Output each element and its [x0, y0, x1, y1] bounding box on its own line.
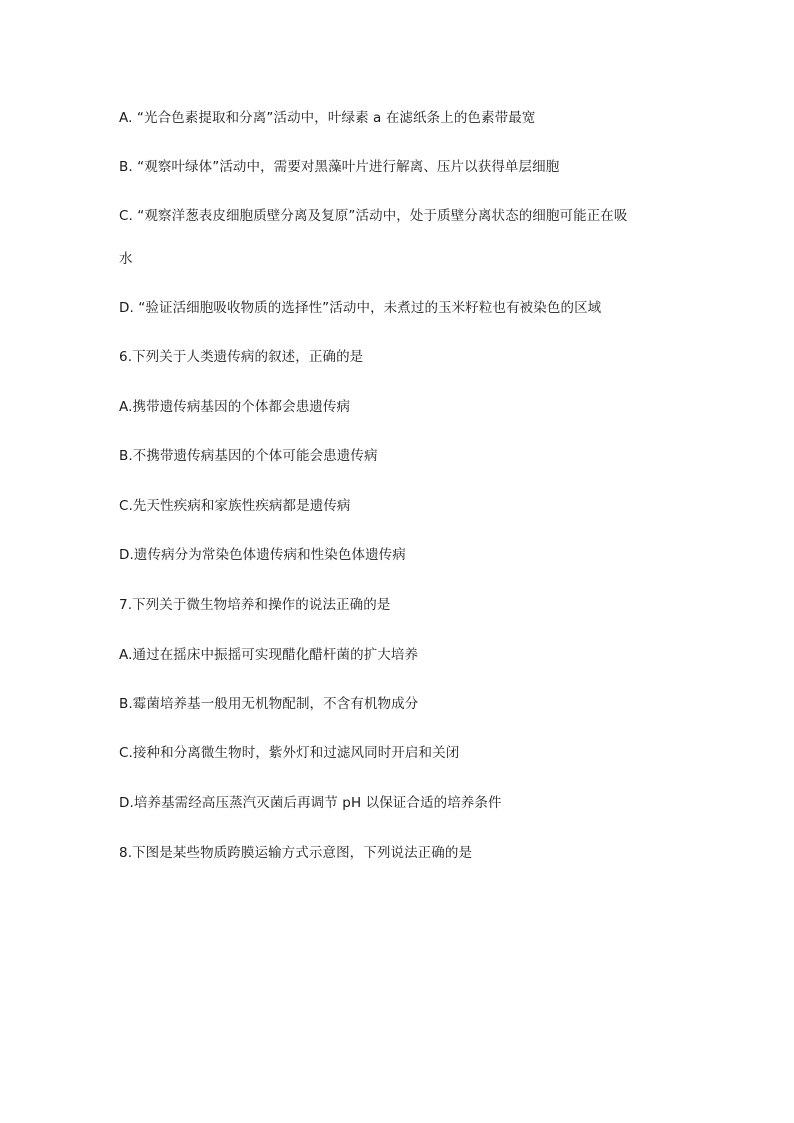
q6-question: 6.下列关于人类遗传病的叙述，正确的是 — [119, 349, 364, 365]
q5-option-d: D. “验证活细胞吸收物质的选择性”活动中，未煮过的玉米籽粒也有被染色的区域 — [119, 300, 602, 316]
q6-option-d: D.遗传病分为常染色体遗传病和性染色体遗传病 — [119, 547, 406, 563]
q7-option-a: A.通过在摇床中振摇可实现醋化醋杆菌的扩大培养 — [119, 647, 419, 663]
q6-option-a: A.携带遗传病基因的个体都会患遗传病 — [119, 399, 351, 415]
q8-question: 8.下图是某些物质跨膜运输方式示意图，下列说法正确的是 — [119, 845, 473, 861]
q5-option-a: A. “光合色素提取和分离”活动中，叶绿素 a 在滤纸条上的色素带最宽 — [119, 110, 536, 126]
q5-option-c-line2: 水 — [119, 251, 133, 267]
q5-option-c-line1: C. “观察洋葱表皮细胞质壁分离及复原”活动中，处于质壁分离状态的细胞可能正在吸 — [119, 208, 628, 224]
q7-option-d: D.培养基需经高压蒸汽灭菌后再调节 pH 以保证合适的培养条件 — [119, 795, 502, 811]
q7-option-b: B.霉菌培养基一般用无机物配制，不含有机物成分 — [119, 696, 419, 712]
q6-option-b: B.不携带遗传病基因的个体可能会患遗传病 — [119, 448, 378, 464]
q5-option-b: B. “观察叶绿体”活动中，需要对黑藻叶片进行解离、压片以获得单层细胞 — [119, 159, 560, 175]
q7-question: 7.下列关于微生物培养和操作的说法正确的是 — [119, 597, 391, 613]
q7-option-c: C.接种和分离微生物时，紫外灯和过滤风同时开启和关闭 — [119, 745, 460, 761]
q6-option-c: C.先天性疾病和家族性疾病都是遗传病 — [119, 498, 351, 514]
